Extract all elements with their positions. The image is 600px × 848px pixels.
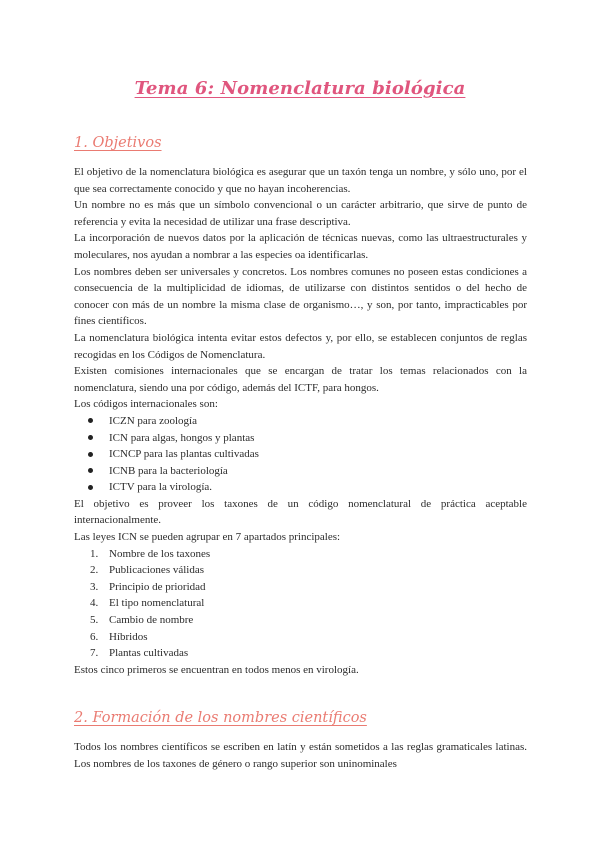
section-heading-objetivos: 1. Objetivos: [74, 135, 162, 151]
list-item: [74, 629, 527, 646]
list-item-label: ICTV para la virología.: [109, 481, 213, 494]
list-item: [74, 446, 527, 463]
paragraph: El objetivo de la nomenclatura biológica es asegurar que un taxón tenga un nombre, y sólo uno, por el que sea correctamente conocido y que no hayan incoherencias.: [74, 166, 527, 195]
list-item-label: ICNB para la bacteriología: [109, 464, 228, 477]
paragraph: La incorporación de nuevos datos por la aplicación de técnicas nuevas, como las ultraestructurales y moleculares, nos ayudan a nombrar a las especies oa identificarlas.: [74, 232, 527, 261]
list-item-label: ICZN para zoología: [109, 414, 197, 427]
list-number: 7.: [90, 647, 99, 660]
list-item-label: Nombre de los taxones: [109, 547, 211, 560]
list-item-label: Cambio de nombre: [109, 614, 194, 627]
list-item-label: Híbridos: [109, 630, 148, 643]
paragraph: Los nombres deben ser universales y concretos. Los nombres comunes no poseen estas condiciones a consecuencia de la multiplicidad de idiomas, de utilizarse con distintos sentidos o del hecho de conocer con más de un nombre la misma clase de organismo…, y son, por tanto, impracticables por fines científicos.: [74, 265, 527, 328]
paragraph: Los códigos internacionales son:: [74, 398, 218, 411]
list-item: [74, 479, 527, 496]
section-body-formacion: [74, 739, 527, 772]
paragraph: Las leyes ICN se pueden agrupar en 7 apartados principales:: [74, 531, 341, 544]
paragraph: Un nombre no es más que un símbolo convencional o un carácter arbitrario, que sirve de punto de referencia y evita la necesidad de utilizar una frase descriptiva.: [74, 199, 527, 228]
bullet-icon: [88, 468, 93, 473]
list-number: 3.: [90, 580, 99, 593]
paragraph: El objetivo es proveer los taxones de un código nomenclatural de práctica aceptable internacionalmente.: [74, 497, 527, 527]
paragraph: Estos cinco primeros se encuentran en todos menos en virología.: [74, 663, 359, 676]
page-title: Tema 6: Nomenclatura biológica: [134, 78, 466, 99]
paragraph: Todos los nombres científicos se escriben en latín y están sometidos a las reglas gramaticales latinas. Los nombres de los taxones de género o rango superior son uninominales: [74, 741, 527, 770]
bullet-icon: [88, 452, 93, 457]
codes-list: [74, 413, 527, 496]
list-item: [74, 595, 527, 612]
list-number: 5.: [90, 614, 99, 627]
sections-list: [74, 546, 527, 662]
list-item-label: El tipo nomenclatural: [109, 597, 205, 610]
list-item-label: ICNCP para las plantas cultivadas: [109, 448, 259, 461]
list-item: [74, 645, 527, 662]
list-item: [74, 413, 527, 430]
list-item: [74, 463, 527, 480]
paragraph: Existen comisiones internacionales que se encargan de tratar los temas relacionados con la nomenclatura, siendo una por código, además del ICTF, para hongos.: [74, 365, 527, 394]
list-number: 2.: [90, 564, 99, 577]
list-item: [74, 612, 527, 629]
list-item: [74, 579, 527, 596]
list-item-label: Plantas cultivadas: [109, 647, 189, 660]
list-number: 6.: [90, 630, 99, 643]
section-body-objetivos: [74, 164, 527, 678]
list-item: [74, 562, 527, 579]
list-item-label: Publicaciones válidas: [109, 564, 205, 577]
bullet-icon: [88, 435, 93, 440]
paragraph: La nomenclatura biológica intenta evitar estos defectos y, por ello, se establecen conjuntos de reglas recogidas en los Códigos de Nomenclatura.: [74, 331, 527, 361]
list-item-label: ICN para algas, hongos y plantas: [109, 431, 255, 444]
list-item-label: Principio de prioridad: [109, 580, 206, 593]
section-heading-formacion: 2. Formación de los nombres científicos: [74, 710, 367, 726]
bullet-icon: [88, 485, 93, 490]
list-item: [74, 546, 527, 563]
list-number: 1.: [90, 547, 99, 560]
list-item: [74, 430, 527, 447]
list-number: 4.: [90, 597, 99, 610]
bullet-icon: [88, 418, 93, 423]
